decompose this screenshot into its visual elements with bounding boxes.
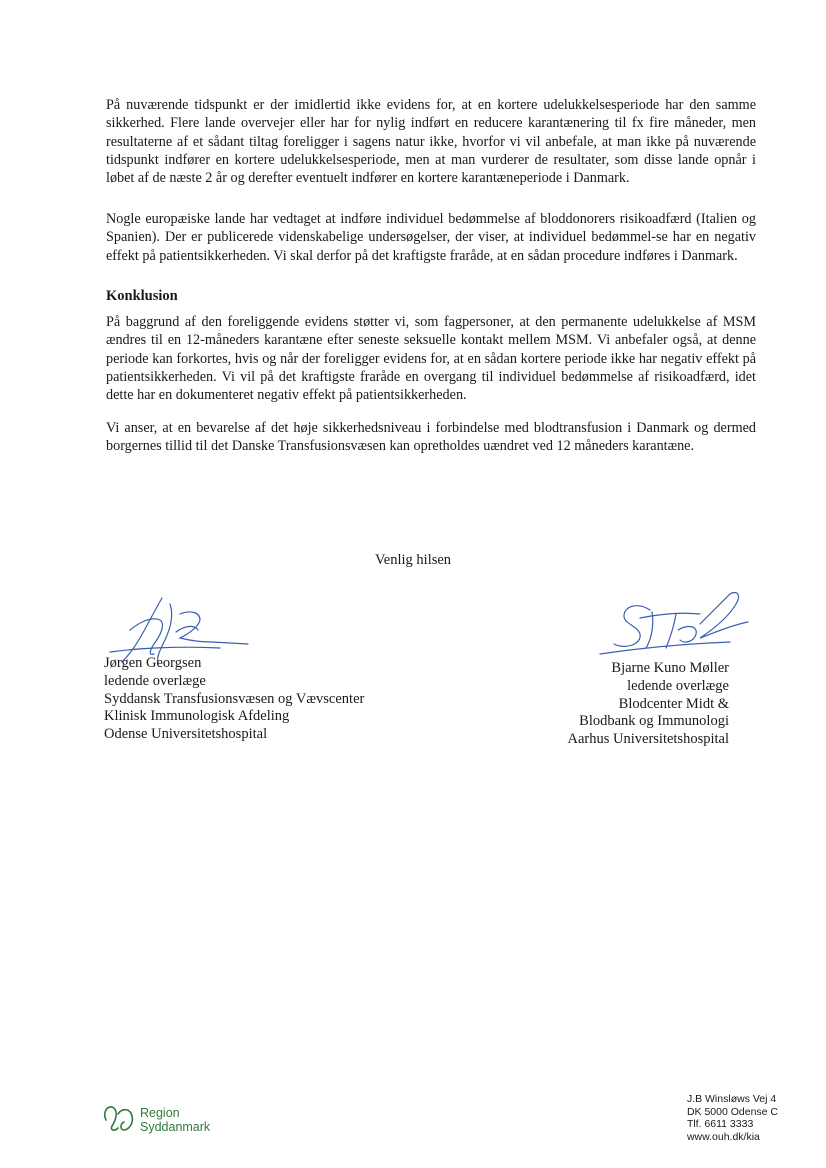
region-logo-icon [100, 1100, 140, 1136]
body-paragraph-4: Vi anser, at en bevarelse af det høje sikkerhedsniveau i forbindelse med blodtransfusion i Danmark og dermed borgernes tillid til det Danske Transfusionsvæsen kan opretholdes uændret ved 12 måneders karantæne. [106, 420, 756, 455]
logo-text-region: Region [140, 1106, 180, 1120]
signatory-left-org-1: Syddansk Transfusionsvæsen og Vævscenter [104, 690, 365, 707]
signatory-left-title: ledende overlæge [104, 672, 206, 689]
signatory-left-org-2: Klinisk Immunologisk Afdeling [104, 708, 290, 725]
signatory-left-org-3: Odense Universitetshospital [104, 726, 268, 743]
signatory-right [568, 660, 730, 749]
signatory-left [104, 655, 364, 744]
footer-phone: Tlf. 6611 3333 [686, 1118, 754, 1131]
logo-text-syddanmark: Syddanmark [140, 1120, 211, 1134]
signatory-right-name: Bjarne Kuno Møller [611, 660, 729, 676]
signatory-right-title: ledende overlæge [627, 677, 729, 694]
footer-street: J.B Winsløws Vej 4 [686, 1093, 777, 1105]
body-paragraph-1: På nuværende tidspunkt er der imidlertid ikke evidens for, at en kortere udelukkelsesperiode har den samme sikkerhed. Flere lande overvejer eller har for nylig indført en reducere karantænering til fx fire måneder, men resultaterne af et sådant tiltag foreligger i sagens natur ikke, hvorfor vi vil anbefale, at man ikke på nuværende tidspunkt indfører en kortere udelukkelsesperiode, men at man vurderer de resultater, som disse lande opnår i løbet af de næste 2 år og derefter eventuelt indfører en kortere karantæneperiode i Danmark. [106, 97, 756, 187]
section-heading-conclusion: Konklusion [106, 288, 178, 304]
signatory-right-org-1: Blodcenter Midt & [618, 695, 729, 712]
closing-greeting: Venlig hilsen [374, 552, 452, 568]
footer-address-block [687, 1093, 778, 1143]
footer-postal: DK 5000 Odense C [686, 1105, 778, 1118]
body-paragraph-2: Nogle europæiske lande har vedtaget at indføre individuel bedømmelse af bloddonorers risikoadfærd (Italien og Spanien). Der er publicerede videnskabelige undersøgelser, der viser, at individuel bedømmel-se har en negativ effekt på patientsikkerheden. Vi skal derfor på det kraftigste fraråde, at en sådan procedure indføres i Danmark. [106, 211, 756, 264]
signatory-right-org-3: Aarhus Universitetshospital [567, 731, 729, 748]
signatory-right-org-2: Blodbank og Immunologi [579, 713, 729, 730]
region-syddanmark-logo [100, 1098, 220, 1138]
signatory-left-name: Jørgen Georgsen [104, 655, 202, 671]
body-paragraph-3: På baggrund af den foreliggende evidens støtter vi, som fagpersoner, at den permanente udelukkelse af MSM ændres til en 12-måneders karantæne efter seneste seksuelle kontakt mellem MSM. Vi anbefaler også, at denne periode kan forkortes, hvis og når der foreligger evidens for, at en sådan kortere periode ikke har negativ effekt på patientsikkerheden. Vi vil på det kraftigste fraråde en overgang til individuel bedømmelse af risikoadfærd, idet dette har en dokumenteret negativ effekt på patientsikkerheden. [106, 314, 756, 404]
footer-website-link[interactable]: www.ouh.dk/kia [686, 1130, 760, 1143]
